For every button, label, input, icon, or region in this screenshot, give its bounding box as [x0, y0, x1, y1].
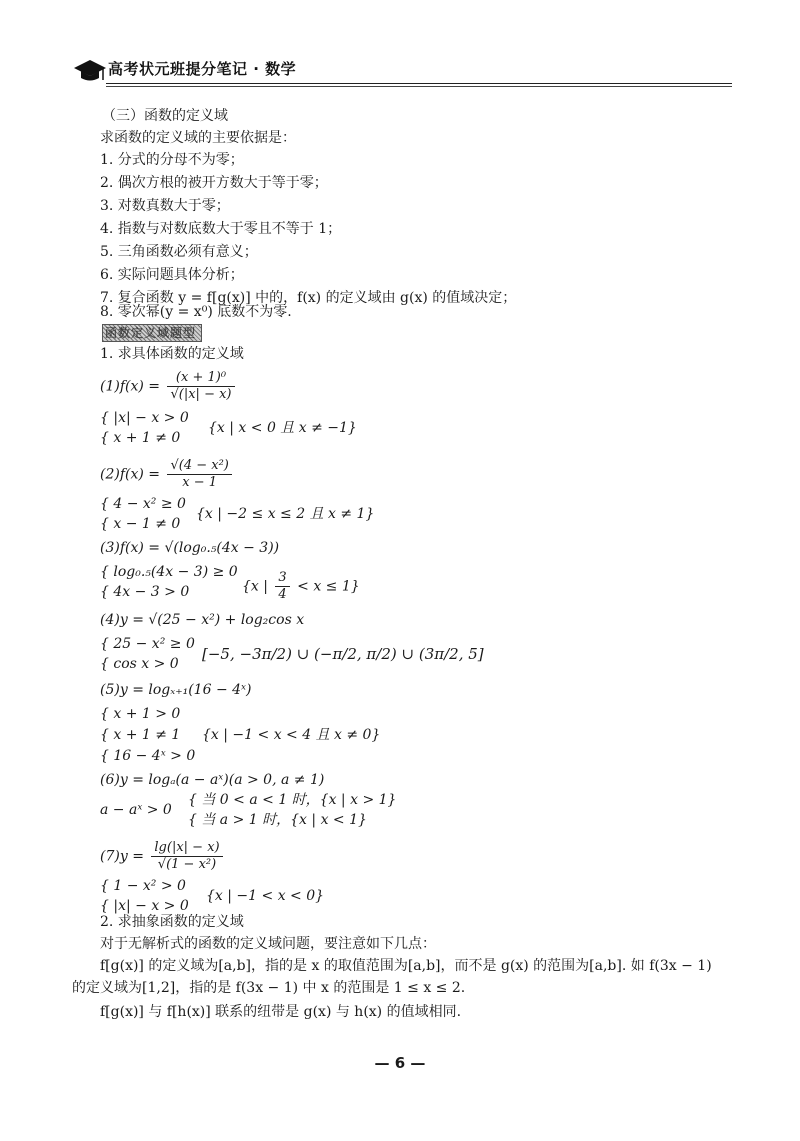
header-title: 高考状元班提分笔记 · 数学	[108, 60, 297, 78]
example-3-expression: (3)f(x) = √(log₀.₅(4x − 3))	[100, 540, 280, 556]
example-5-answer: {x | −1 < x < 4 且 x ≠ 0}	[202, 727, 381, 743]
example-7-answer: {x | −1 < x < 0}	[206, 888, 325, 904]
example-2-expression: (2)f(x) = $\frac{\text{√(4 − x²)}}{x - 1}$	[100, 458, 235, 491]
example-6-expression: (6)y = logₐ(a − aˣ)(a > 0, a ≠ 1)	[100, 772, 325, 788]
example-4-expression: (4)y = √(25 − x²) + log₂cos x	[100, 612, 305, 628]
example-6-case: { 当 a > 1 时，{x | x < 1}	[188, 812, 367, 828]
example-1-condition: { x + 1 ≠ 0	[100, 430, 181, 446]
topic-heading: 函数定义域题型	[105, 326, 197, 340]
example-4-condition: { 25 − x² ≥ 0	[100, 636, 195, 652]
section-title: （三）函数的定义域	[102, 108, 228, 124]
example-7-condition: { |x| − x > 0	[100, 898, 189, 914]
example-5-condition: { 16 − 4ˣ > 0	[100, 748, 196, 764]
example-1-answer: {x | x < 0 且 x ≠ −1}	[208, 420, 357, 436]
example-2-condition: { x − 1 ≠ 0	[100, 516, 181, 532]
example-4-answer: [−5, −3π/2) ∪ (−π/2, π/2) ∪ (3π/2, 5]	[202, 645, 484, 663]
example-5-condition: { x + 1 ≠ 1	[100, 727, 181, 743]
example-3-condition: { 4x − 3 > 0	[100, 584, 190, 600]
page-header	[72, 52, 732, 86]
rule-item: 8. 零次幂(y = x⁰) 底数不为零.	[100, 304, 292, 320]
example-1-condition: { |x| − x > 0	[100, 410, 189, 426]
example-2-condition: { 4 − x² ≥ 0	[100, 496, 186, 512]
graduation-cap-icon	[72, 56, 108, 84]
header-rule	[106, 83, 732, 84]
part2-paragraph: 对于无解析式的函数的定义域问题，要注意如下几点：	[100, 936, 436, 952]
rule-item: 6. 实际问题具体分析；	[100, 267, 244, 283]
section-intro: 求函数的定义域的主要依据是：	[100, 130, 296, 146]
example-3-answer: {x | $\frac{3}{4}$ < x ≤ 1}	[242, 570, 360, 602]
example-6-condition: a − aˣ > 0	[100, 802, 172, 818]
example-6-case: { 当 0 < a < 1 时，{x | x > 1}	[188, 792, 397, 808]
example-7-condition: { 1 − x² > 0	[100, 878, 186, 894]
example-5-condition: { x + 1 > 0	[100, 706, 181, 722]
header-rule-thin	[106, 86, 732, 87]
part2-paragraph: f[g(x)] 的定义域为[a,b]，指的是 x 的取值范围为[a,b]，而不是 g(x) 的范围为[a,b]. 如 f(3x − 1) 的定义域为[1,2]，指的是 f(3x − 1) 中 x 的范围是 1 ≤ x ≤ 2.	[72, 958, 712, 996]
example-4-condition: { cos x > 0	[100, 656, 179, 672]
rule-item: 7. 复合函数 y = f[g(x)] 中的，f(x) 的定义域由 g(x) 的值域决定；	[100, 290, 517, 306]
part2-paragraph: f[g(x)] 与 f[h(x)] 联系的纽带是 g(x) 与 h(x) 的值域相同.	[100, 1004, 462, 1020]
example-3-condition: { log₀.₅(4x − 3) ≥ 0	[100, 564, 238, 580]
example-1-expression: (1)f(x) = $\frac{\text{(x + 1)⁰}}{√(|x| - x)}$	[100, 370, 238, 403]
page-number: — 6 —	[374, 1054, 426, 1072]
topic-heading-box	[102, 324, 202, 342]
rule-item: 3. 对数真数大于零；	[100, 198, 230, 214]
part1-title: 1. 求具体函数的定义域	[100, 346, 244, 362]
example-7-expression: (7)y = $\frac{\lg(|x| - x)}{\text{√(1 − x²)}}$	[100, 840, 226, 873]
rule-item: 5. 三角函数必须有意义；	[100, 244, 258, 260]
part2-title: 2. 求抽象函数的定义域	[100, 914, 244, 930]
rule-item: 1. 分式的分母不为零；	[100, 152, 244, 168]
example-5-expression: (5)y = logₓ₊₁(16 − 4ˣ)	[100, 682, 252, 698]
rule-item: 4. 指数与对数底数大于零且不等于 1；	[100, 221, 342, 237]
example-2-answer: {x | −2 ≤ x ≤ 2 且 x ≠ 1}	[196, 506, 375, 522]
rule-item: 2. 偶次方根的被开方数大于等于零；	[100, 175, 328, 191]
